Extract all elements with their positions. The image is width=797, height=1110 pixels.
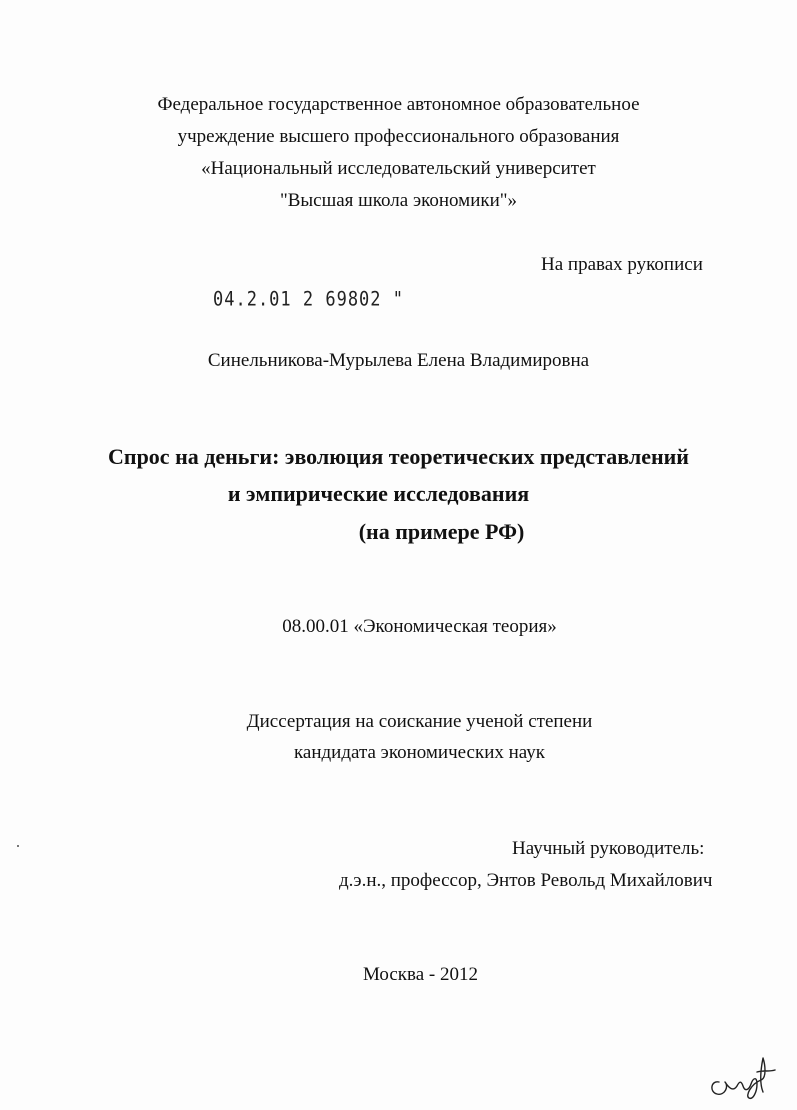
specialty: 08.00.01 «Экономическая теория» xyxy=(282,616,557,637)
institution-line-2: учреждение высшего профессионального образования xyxy=(177,126,620,147)
degree-line-2: кандидата экономических наук xyxy=(293,742,546,763)
title-line-2: и эмпирические исследования xyxy=(227,481,530,506)
author-name: Синельникова-Мурылева Елена Владимировна xyxy=(207,350,590,371)
supervisor-name: д.э.н., профессор, Энтов Револьд Михайлович xyxy=(339,870,713,891)
supervisor-label: Научный руководитель: xyxy=(512,838,705,859)
institution-line-1: Федеральное государственное автономное образовательное xyxy=(157,94,640,115)
institution-line-3: «Национальный исследовательский университет xyxy=(201,158,596,179)
scan-speck xyxy=(17,845,19,847)
registration-stamp: 04.2.01 2 69802 " xyxy=(213,288,404,311)
title-line-1: Спрос на деньги: эволюция теоретических представлений xyxy=(108,444,689,469)
degree-line-1: Диссертация на соискание ученой степени xyxy=(246,711,593,732)
title-line-3: (на примере РФ) xyxy=(358,519,525,544)
city-year: Москва - 2012 xyxy=(362,964,479,985)
signature-icon xyxy=(705,1052,785,1102)
rights-note: На правах рукописи xyxy=(541,254,703,275)
institution-line-4: "Высшая школа экономики"» xyxy=(279,190,518,211)
